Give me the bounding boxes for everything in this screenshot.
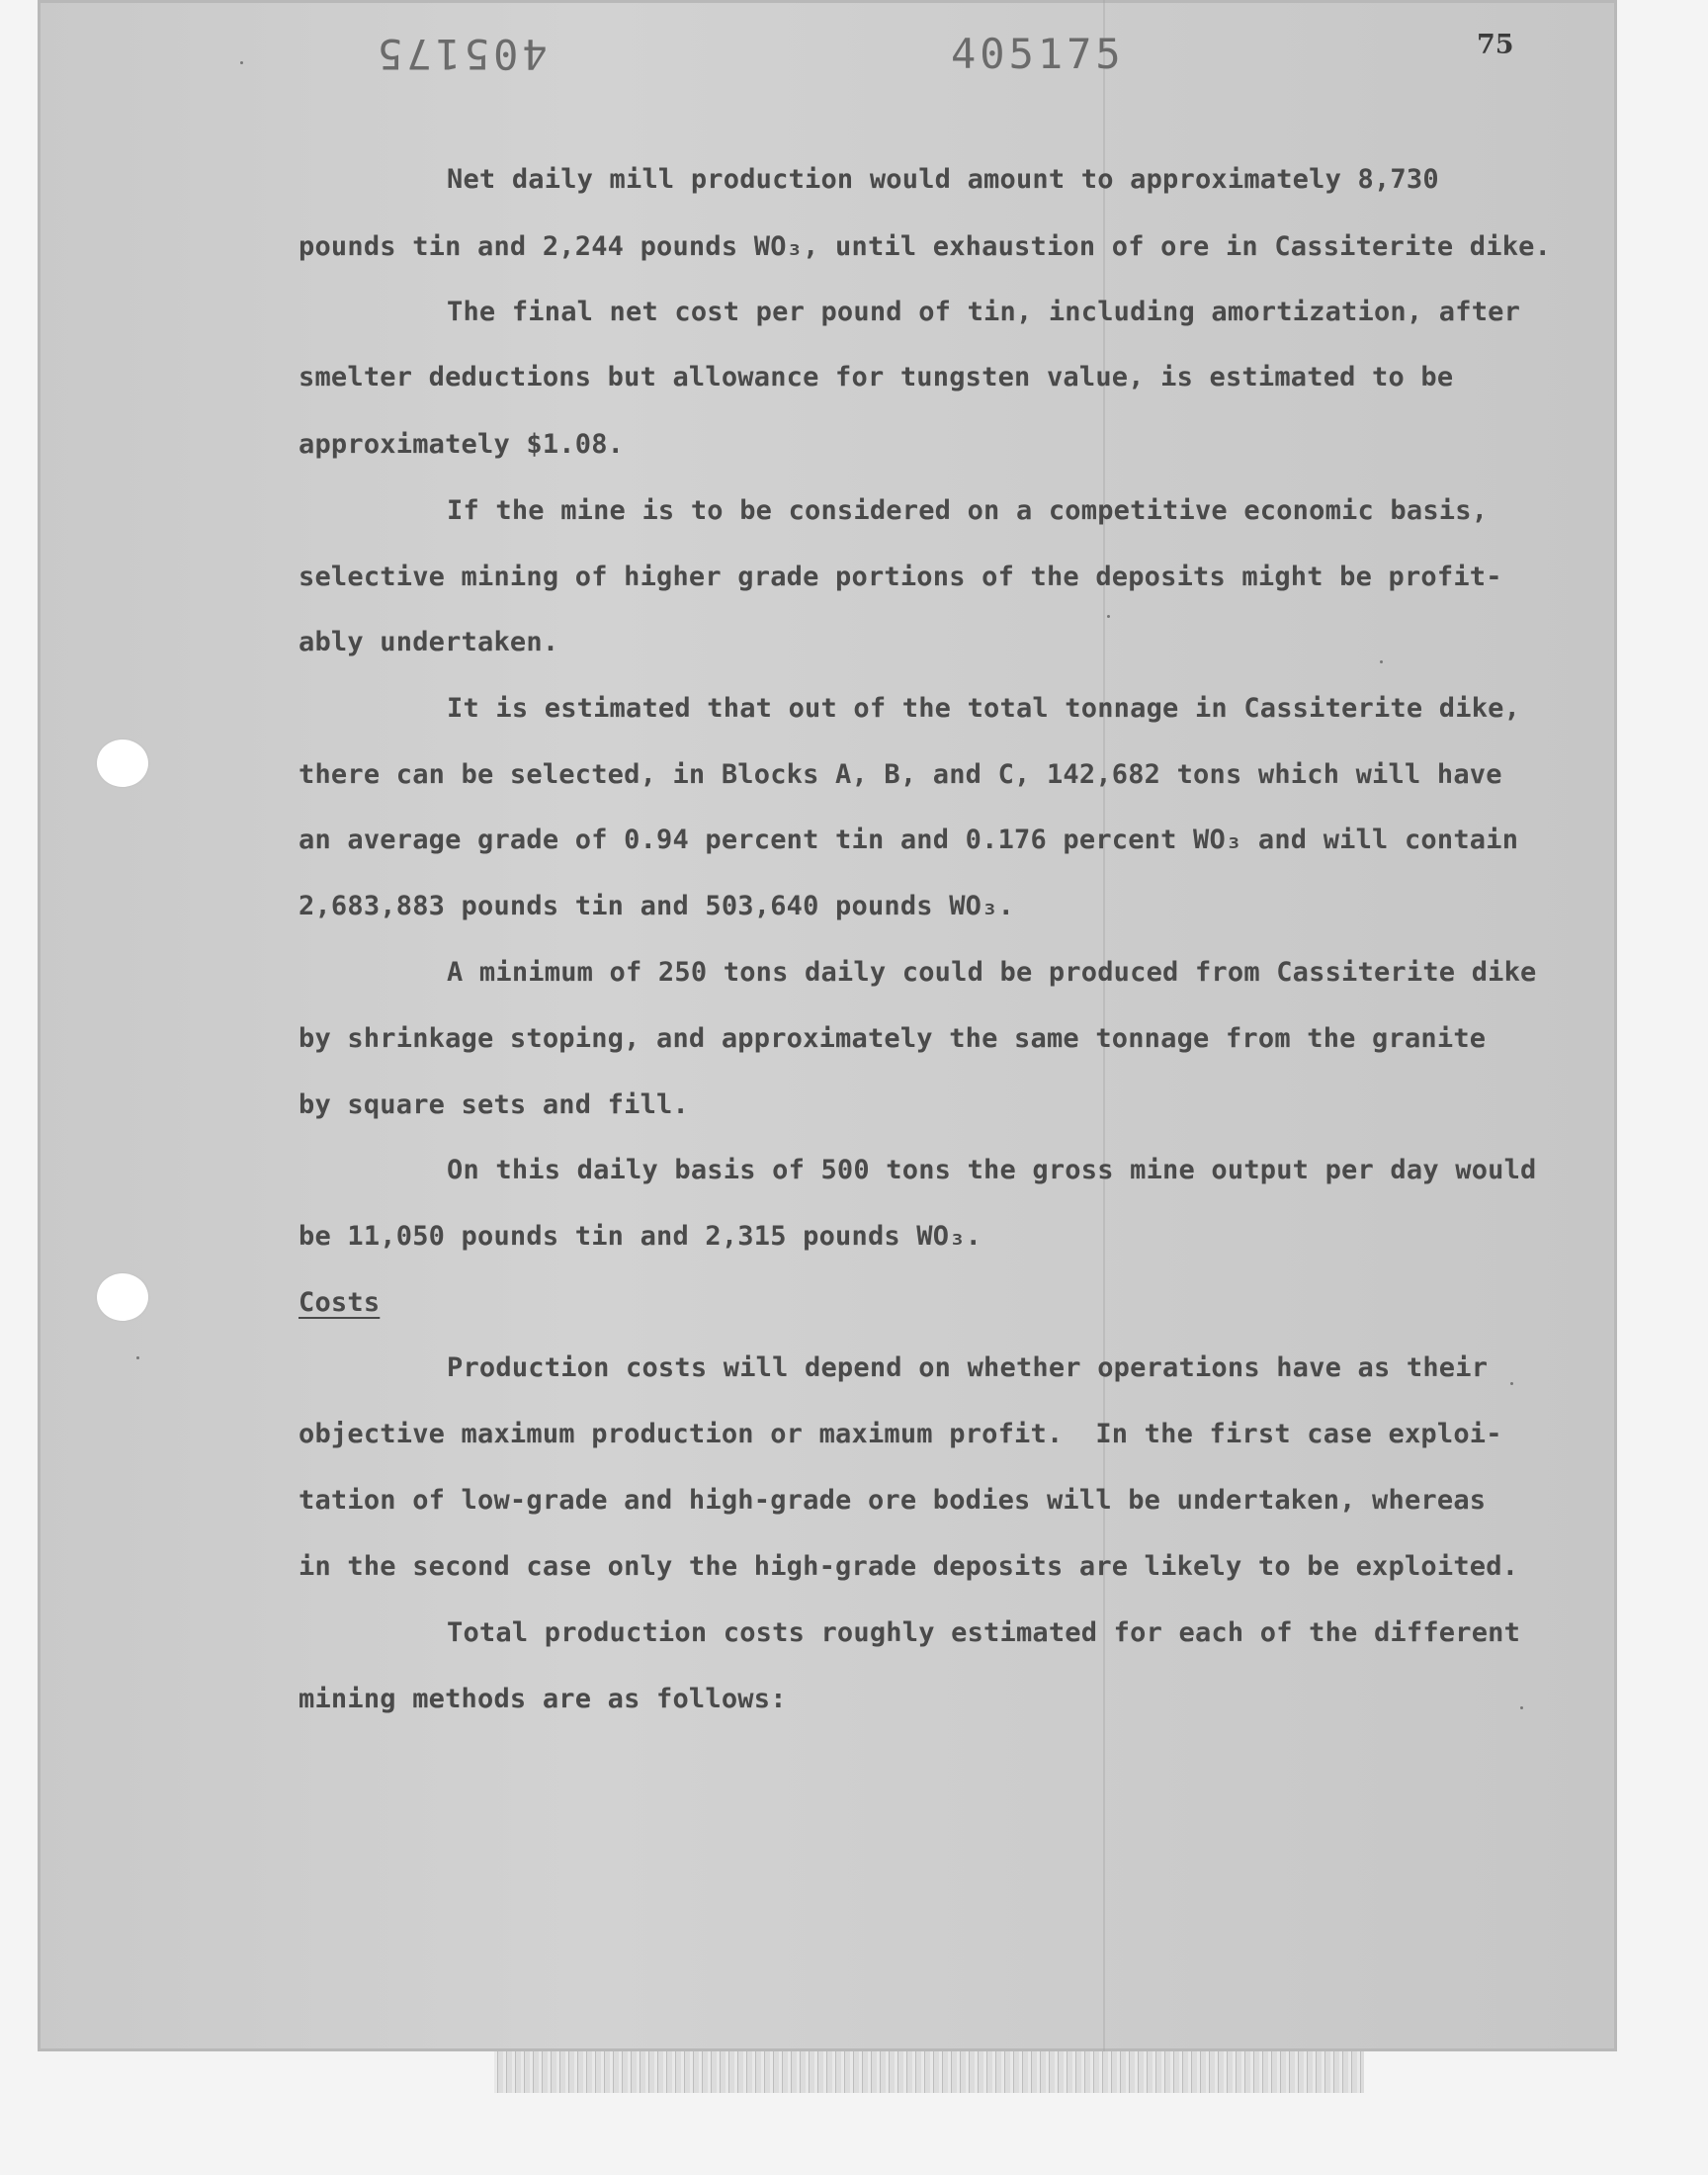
paragraph-7-line-2: objective maximum production or maximum profit. In the first case exploi- (299, 1419, 1502, 1449)
scan-edge-strip (494, 2051, 1364, 2093)
doc-number: 405175 (951, 30, 1125, 78)
paragraph-4-line-4: 2,683,883 pounds tin and 503,640 pounds WO₃. (299, 891, 1015, 921)
paragraph-2-line-2: smelter deductions but allowance for tungsten value, is estimated to be (299, 362, 1454, 392)
paragraph-4-line-2: there can be selected, in Blocks A, B, and C, 142,682 tons which will have (299, 759, 1502, 790)
paragraph-7-line-1: Production costs will depend on whether operations have as their (447, 1352, 1489, 1383)
paragraph-8-line-2: mining methods are as follows: (299, 1684, 787, 1714)
punch-hole-bottom (97, 1273, 148, 1321)
section-heading-costs: Costs (299, 1287, 381, 1318)
scan-speck (1510, 1382, 1513, 1385)
paragraph-1-line-1: Net daily mill production would amount to approximately 8,730 (447, 164, 1439, 195)
paragraph-7-line-3: tation of low-grade and high-grade ore bodies will be undertaken, whereas (299, 1485, 1487, 1516)
paragraph-6-line-2: be 11,050 pounds tin and 2,315 pounds WO₃. (299, 1221, 982, 1252)
paragraph-4-line-3: an average grade of 0.94 percent tin and 0.176 percent WO₃ and will contain (299, 825, 1519, 855)
paragraph-7-line-4: in the second case only the high-grade deposits are likely to be exploited. (299, 1551, 1519, 1582)
scan-speck (1380, 660, 1383, 663)
paragraph-1-line-2: pounds tin and 2,244 pounds WO₃, until exhaustion of ore in Cassiterite dike. (299, 231, 1552, 262)
paragraph-3-line-2: selective mining of higher grade portions of the deposits might be profit- (299, 562, 1502, 592)
paragraph-2-line-1: The final net cost per pound of tin, including amortization, after (447, 297, 1521, 327)
paragraph-4-line-1: It is estimated that out of the total tonnage in Cassiterite dike, (447, 693, 1521, 724)
paragraph-3-line-3: ably undertaken. (299, 627, 559, 657)
scan-speck (1520, 1706, 1523, 1709)
paragraph-6-line-1: On this daily basis of 500 tons the gross mine output per day would (447, 1155, 1537, 1185)
scan-speck (1107, 615, 1110, 618)
paragraph-3-line-1: If the mine is to be considered on a competitive economic basis, (447, 495, 1489, 526)
paragraph-2-line-3: approximately $1.08. (299, 429, 625, 460)
paragraph-8-line-1: Total production costs roughly estimated for each of the different (447, 1617, 1521, 1648)
punch-hole-top (97, 740, 148, 787)
page-number: 75 (1477, 30, 1514, 60)
doc-number-mirrored: 405175 (374, 30, 548, 78)
paragraph-5-line-3: by square sets and fill. (299, 1089, 689, 1120)
scan-speck (240, 61, 243, 64)
scan-speck (136, 1356, 139, 1359)
paragraph-5-line-2: by shrinkage stoping, and approximately the same tonnage from the granite (299, 1023, 1487, 1054)
paragraph-5-line-1: A minimum of 250 tons daily could be produced from Cassiterite dike (447, 957, 1537, 988)
